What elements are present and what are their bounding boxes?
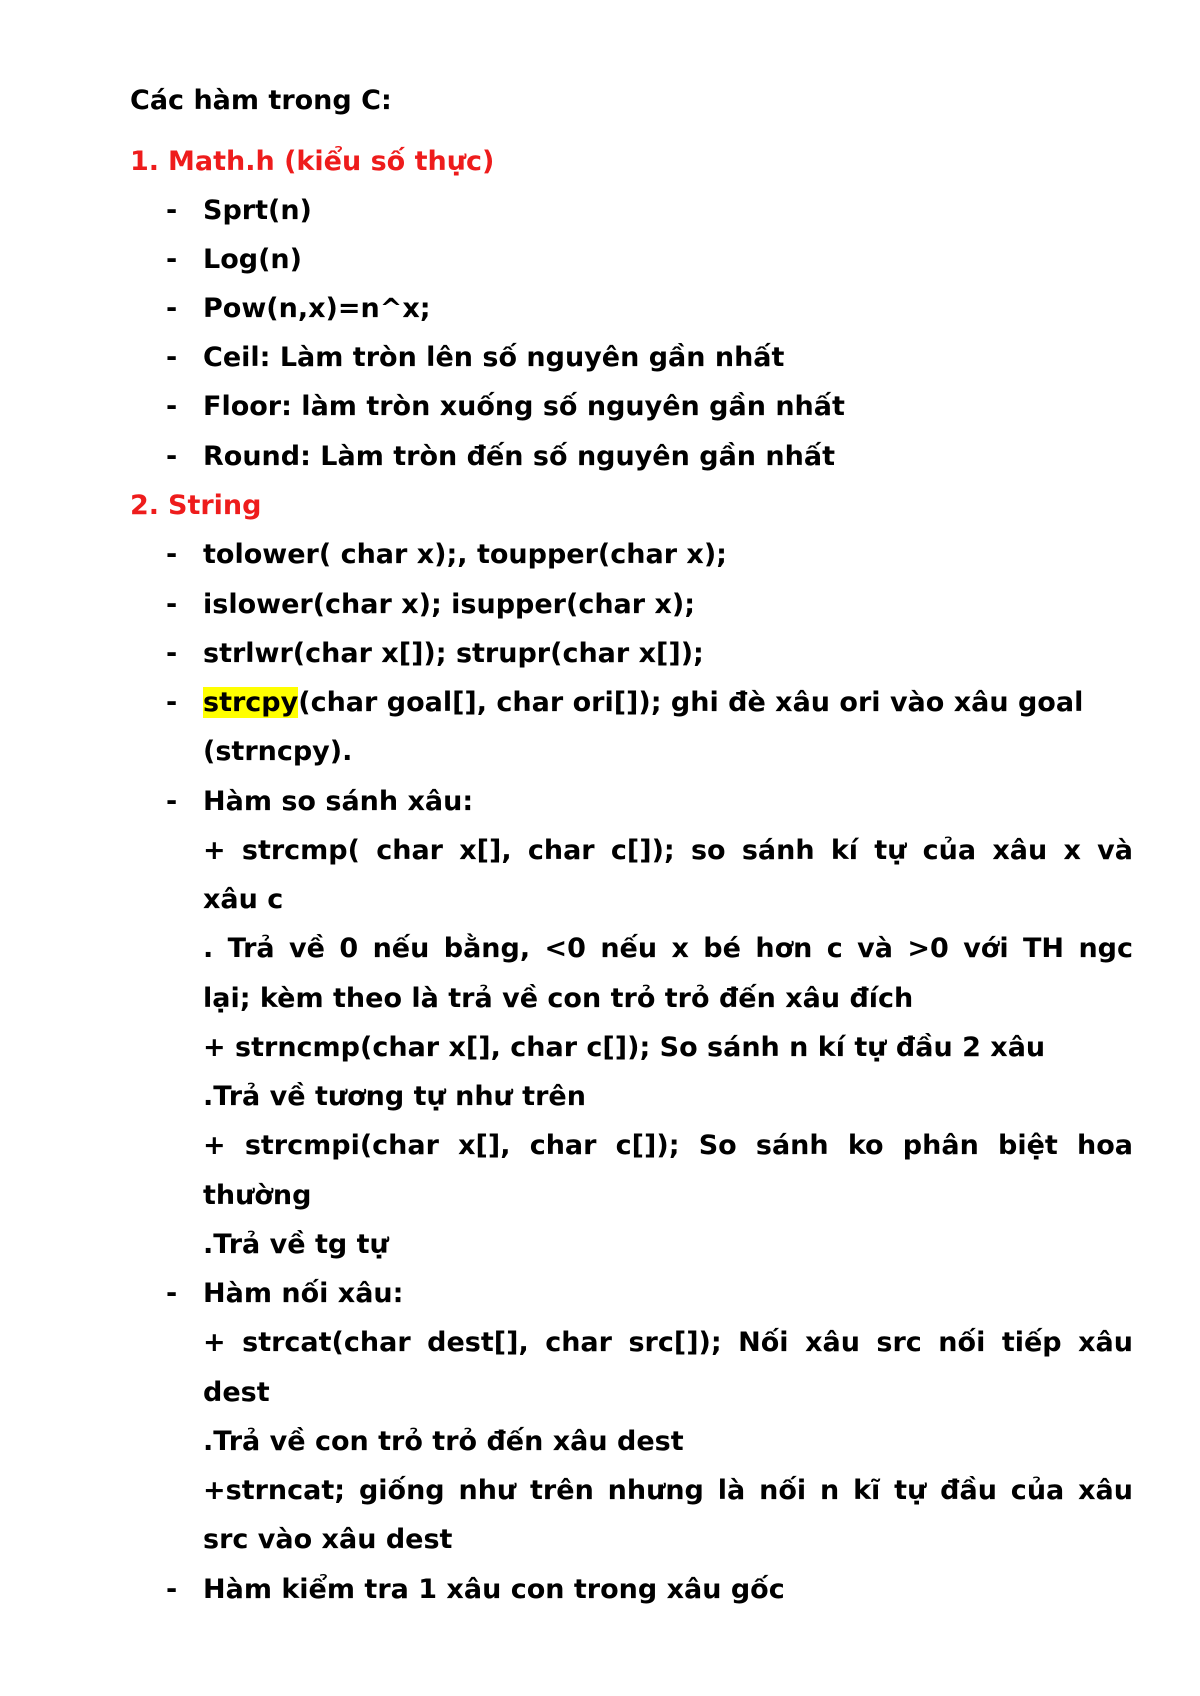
strncat-line: +strncat; giống như trên nhưng là nối n kĩ tự đầu của xâu <box>203 1475 1133 1506</box>
bullet-dash: - <box>166 786 178 817</box>
strncmp-return: .Trả về tương tự như trên <box>203 1081 586 1112</box>
strcmpi-return: .Trả về tg tự <box>203 1229 389 1260</box>
list-item: Ceil: Làm tròn lên số nguyên gần nhất <box>203 342 785 373</box>
section-number: 2. <box>130 490 160 521</box>
list-item: islower(char x); isupper(char x); <box>203 589 696 620</box>
highlighted-keyword: strcpy <box>203 687 299 718</box>
strcat-return: .Trả về con trỏ trỏ đến xâu dest <box>203 1426 684 1457</box>
list-item-concat: Hàm nối xâu: <box>203 1278 404 1309</box>
bullet-dash: - <box>166 195 178 226</box>
strcmpi-line-cont: thường <box>203 1180 312 1211</box>
bullet-dash: - <box>166 244 178 275</box>
strcmpi-line: + strcmpi(char x[], char c[]); So sánh ko phân biệt hoa <box>203 1130 1133 1161</box>
strcmp-return-cont: lại; kèm theo là trả về con trỏ trỏ đến xâu đích <box>203 983 914 1014</box>
list-item-strcpy <box>203 686 1083 720</box>
section-heading-math <box>130 145 494 179</box>
section-number: 1. <box>130 146 160 177</box>
strcmp-line-cont: xâu c <box>203 884 284 915</box>
list-item: Floor: làm tròn xuống số nguyên gần nhất <box>203 391 845 422</box>
bullet-dash: - <box>166 293 178 324</box>
bullet-dash: - <box>166 638 178 669</box>
list-item: Pow(n,x)=n^x; <box>203 293 431 324</box>
list-item: strlwr(char x[]); strupr(char x[]); <box>203 638 704 669</box>
bullet-dash: - <box>166 391 178 422</box>
strcmp-return: . Trả về 0 nếu bằng, <0 nếu x bé hơn c và >0 với TH ngc <box>203 933 1133 964</box>
section-heading-string <box>130 489 261 523</box>
strncat-line-cont: src vào xâu dest <box>203 1524 453 1555</box>
bullet-dash: - <box>166 539 178 570</box>
bullet-dash: - <box>166 687 178 718</box>
page-title: Các hàm trong C: <box>130 85 392 116</box>
strcat-line-cont: dest <box>203 1377 270 1408</box>
list-item-compare: Hàm so sánh xâu: <box>203 786 474 817</box>
strncmp-line: + strncmp(char x[], char c[]); So sánh n kí tự đầu 2 xâu <box>203 1032 1046 1063</box>
bullet-dash: - <box>166 1278 178 1309</box>
list-item: Log(n) <box>203 244 302 275</box>
list-item: Round: Làm tròn đến số nguyên gần nhất <box>203 441 835 472</box>
list-item-substring: Hàm kiểm tra 1 xâu con trong xâu gốc <box>203 1574 785 1605</box>
section-title: Math.h (kiểu số thực) <box>168 146 495 177</box>
strcmp-line: + strcmp( char x[], char c[]); so sánh kí tự của xâu x và <box>203 835 1133 866</box>
list-item: tolower( char x);, toupper(char x); <box>203 539 727 570</box>
bullet-dash: - <box>166 342 178 373</box>
bullet-dash: - <box>166 589 178 620</box>
bullet-dash: - <box>166 1574 178 1605</box>
list-item: Sprt(n) <box>203 195 312 226</box>
strcpy-description: (char goal[], char ori[]); ghi đè xâu ori vào xâu goal <box>298 687 1084 718</box>
section-title: String <box>168 490 262 521</box>
strcat-line: + strcat(char dest[], char src[]); Nối xâu src nối tiếp xâu <box>203 1327 1133 1358</box>
list-item-continuation: (strncpy). <box>203 736 353 767</box>
bullet-dash: - <box>166 441 178 472</box>
